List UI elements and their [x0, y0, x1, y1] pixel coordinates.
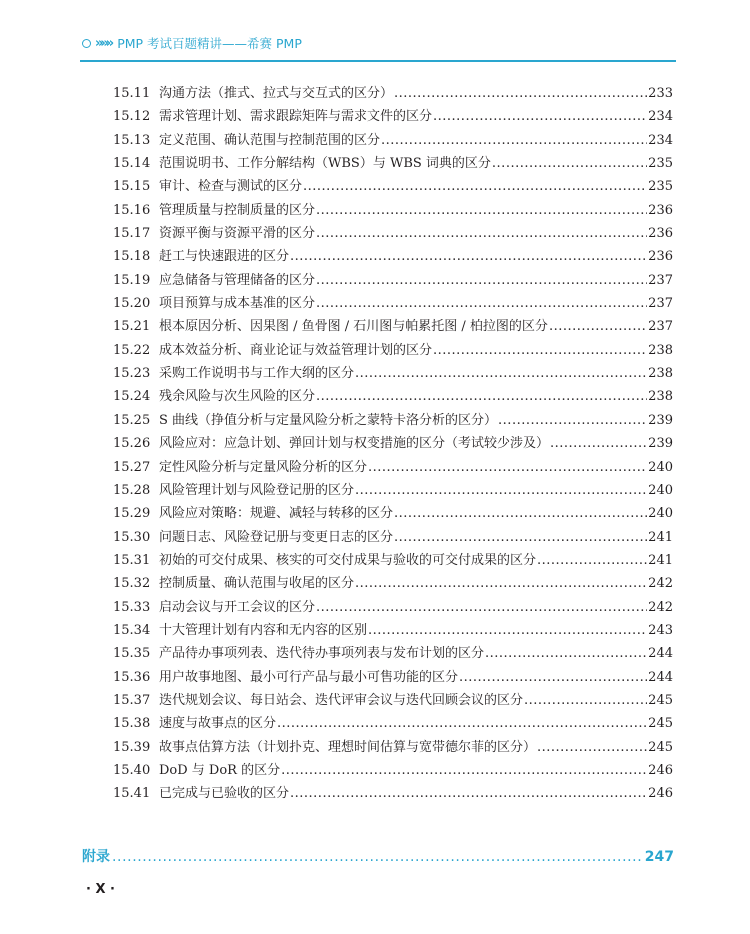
dot-leader [433, 339, 647, 362]
section-title: 速度与故事点的区分 [159, 716, 277, 732]
section-title: 残余风险与次生风险的区分 [159, 389, 316, 405]
section-number: 15.38 [113, 716, 151, 732]
circle-bullet-icon [82, 39, 91, 48]
page-ref: 236 [648, 226, 673, 242]
toc-entry[interactable] [113, 712, 673, 735]
page-ref: 238 [648, 366, 673, 382]
dot-leader [381, 129, 647, 152]
dot-leader [316, 269, 647, 292]
section-number: 15.23 [113, 366, 151, 382]
dot-leader [281, 759, 647, 782]
page-ref: 236 [648, 249, 673, 265]
dot-leader [492, 152, 647, 175]
section-number: 15.12 [113, 109, 151, 125]
section-number: 15.14 [113, 156, 151, 172]
page-ref: 242 [648, 599, 673, 615]
table-of-contents [113, 82, 673, 806]
section-title: 沟通方法（推式、拉式与交互式的区分） [159, 86, 394, 101]
section-number: 15.40 [113, 762, 151, 778]
page-ref: 244 [648, 646, 673, 662]
page-ref: 245 [648, 739, 673, 755]
section-title: 范围说明书、工作分解结构（WBS）与 WBS 词典的区分 [159, 156, 491, 172]
page-ref: 241 [648, 529, 673, 545]
section-number: 15.17 [113, 226, 151, 242]
toc-entry[interactable] [113, 152, 673, 175]
toc-entry[interactable] [113, 222, 673, 245]
page-ref: 244 [648, 669, 673, 685]
dot-leader [549, 315, 647, 338]
section-number: 15.25 [113, 412, 151, 428]
page-ref: 241 [648, 552, 673, 568]
dot-leader [524, 689, 647, 712]
toc-entry[interactable] [113, 175, 673, 198]
section-title: 用户故事地图、最小可行产品与最小可售功能的区分 [159, 669, 459, 685]
toc-entry[interactable] [113, 362, 673, 385]
dot-leader [368, 619, 647, 642]
page-ref: 237 [648, 296, 673, 312]
section-title: 审计、检查与测试的区分 [159, 179, 303, 195]
toc-entry[interactable] [113, 409, 673, 432]
toc-entry-appendix[interactable] [82, 846, 674, 866]
section-title: 成本效益分析、商业论证与效益管理计划的区分 [159, 342, 433, 358]
section-number: 15.28 [113, 482, 151, 498]
toc-entry[interactable] [113, 245, 673, 268]
section-number: 15.18 [113, 249, 151, 265]
section-number: 15.21 [113, 319, 151, 335]
toc-entry[interactable] [113, 199, 673, 222]
section-title: 应急储备与管理储备的区分 [159, 272, 316, 288]
section-title: 项目预算与成本基准的区分 [159, 296, 316, 312]
dot-leader [368, 456, 647, 479]
toc-entry[interactable] [113, 782, 673, 805]
page-ref: 235 [648, 179, 673, 195]
page-ref: 240 [648, 459, 673, 475]
toc-entry[interactable] [113, 339, 673, 362]
page-ref: 243 [648, 622, 673, 638]
section-title: 管理质量与控制质量的区分 [159, 202, 316, 218]
section-number: 15.13 [113, 132, 151, 148]
section-number: 15.29 [113, 506, 151, 522]
toc-entry[interactable] [113, 315, 673, 338]
dot-leader [277, 712, 647, 735]
section-number: 15.32 [113, 576, 151, 592]
appendix-page: 247 [644, 849, 674, 865]
section-number: 15.19 [113, 272, 151, 288]
toc-entry[interactable] [113, 502, 673, 525]
dot-leader [290, 245, 647, 268]
page-ref: 246 [648, 762, 673, 778]
dot-leader [112, 849, 643, 865]
dot-leader [355, 572, 647, 595]
section-title: 定性风险分析与定量风险分析的区分 [159, 459, 368, 475]
dot-leader [355, 362, 647, 385]
section-number: 15.35 [113, 646, 151, 662]
section-title: 控制质量、确认范围与收尾的区分 [159, 576, 355, 592]
section-number: 15.20 [113, 296, 151, 312]
section-title: 采购工作说明书与工作大纲的区分 [159, 366, 355, 382]
section-title: 迭代规划会议、每日站会、迭代评审会议与迭代回顾会议的区分 [159, 692, 524, 708]
toc-entry[interactable] [113, 572, 673, 595]
toc-entry[interactable] [113, 269, 673, 292]
dot-leader [394, 502, 647, 525]
toc-entry[interactable] [113, 689, 673, 712]
dot-leader [316, 385, 647, 408]
toc-entry[interactable] [113, 292, 673, 315]
section-number: 15.16 [113, 202, 151, 218]
toc-entry[interactable] [113, 479, 673, 502]
page-ref: 240 [648, 482, 673, 498]
toc-entry[interactable] [113, 736, 673, 759]
page-number: · X · [86, 882, 115, 897]
section-title: 赶工与快速跟进的区分 [159, 249, 290, 265]
page-ref: 239 [648, 412, 673, 428]
section-title: 初始的可交付成果、核实的可交付成果与验收的可交付成果的区分 [159, 552, 537, 568]
section-number: 15.34 [113, 622, 151, 638]
dot-leader [316, 199, 647, 222]
page-ref: 245 [648, 692, 673, 708]
section-title: 故事点估算方法（计划扑克、理想时间估算与宽带德尔菲的区分） [159, 739, 537, 755]
section-title: 产品待办事项列表、迭代待办事项列表与发布计划的区分 [159, 646, 485, 662]
page-ref: 238 [648, 342, 673, 358]
toc-entry[interactable] [113, 105, 673, 128]
appendix-title: 附录 [82, 849, 110, 865]
toc-entry[interactable] [113, 596, 673, 619]
header-title: PMP 考试百题精讲——希赛 PMP [117, 36, 302, 51]
page-ref: 246 [648, 786, 673, 802]
dot-leader [485, 642, 647, 665]
toc-entry[interactable] [113, 82, 673, 105]
toc-entry[interactable] [113, 526, 673, 549]
section-title: 风险应对策略：规避、减轻与转移的区分 [159, 506, 394, 522]
section-number: 15.41 [113, 786, 151, 802]
toc-entry[interactable] [113, 619, 673, 642]
dot-leader [316, 292, 647, 315]
dot-leader [394, 526, 647, 549]
dot-leader [316, 596, 647, 619]
page-ref: 234 [648, 132, 673, 148]
toc-entry[interactable] [113, 456, 673, 479]
section-number: 15.31 [113, 552, 151, 568]
section-number: 15.26 [113, 436, 151, 452]
section-title: 根本原因分析、因果图 / 鱼骨图 / 石川图与帕累托图 / 柏拉图的区分 [159, 319, 548, 335]
dot-leader [355, 479, 647, 502]
section-title: DoD 与 DoR 的区分 [159, 762, 281, 778]
dot-leader [394, 82, 647, 105]
section-title: 问题日志、风险登记册与变更日志的区分 [159, 529, 394, 545]
section-number: 15.15 [113, 179, 151, 195]
page-ref: 245 [648, 716, 673, 732]
toc-entry[interactable] [113, 385, 673, 408]
section-number: 15.27 [113, 459, 151, 475]
section-title: S 曲线（挣值分析与定量风险分析之蒙特卡洛分析的区分） [159, 412, 498, 428]
dot-leader [433, 105, 647, 128]
toc-entry[interactable] [113, 666, 673, 689]
page-ref: 234 [648, 109, 673, 125]
toc-entry[interactable] [113, 129, 673, 152]
section-number: 15.39 [113, 739, 151, 755]
section-number: 15.33 [113, 599, 151, 615]
page-ref: 238 [648, 389, 673, 405]
section-title: 风险应对：应急计划、弹回计划与权变措施的区分（考试较少涉及） [159, 436, 550, 452]
section-title: 需求管理计划、需求跟踪矩阵与需求文件的区分 [159, 109, 433, 125]
toc-entry[interactable] [113, 432, 673, 455]
dot-leader [459, 666, 647, 689]
section-title: 资源平衡与资源平滑的区分 [159, 226, 316, 242]
section-title: 启动会议与开工会议的区分 [159, 599, 316, 615]
page-ref: 242 [648, 576, 673, 592]
dot-leader [316, 222, 647, 245]
section-title: 风险管理计划与风险登记册的区分 [159, 482, 355, 498]
section-number: 15.30 [113, 529, 151, 545]
dot-leader [303, 175, 647, 198]
page-ref: 235 [648, 156, 673, 172]
page-ref: 237 [648, 319, 673, 335]
running-header [82, 34, 302, 52]
section-title: 定义范围、确认范围与控制范围的区分 [159, 132, 381, 148]
page-ref: 236 [648, 202, 673, 218]
page-ref: 240 [648, 506, 673, 522]
section-number: 15.37 [113, 692, 151, 708]
dot-leader [537, 549, 647, 572]
dot-leader [537, 736, 647, 759]
section-number: 15.24 [113, 389, 151, 405]
page-ref: 233 [648, 86, 673, 101]
toc-entry[interactable] [113, 642, 673, 665]
double-chevron-icon: »»» [95, 35, 112, 51]
header-rule [80, 60, 676, 62]
page-ref: 237 [648, 272, 673, 288]
toc-entry[interactable] [113, 759, 673, 782]
page-ref: 239 [648, 436, 673, 452]
section-title: 已完成与已验收的区分 [159, 786, 290, 802]
section-number: 15.11 [113, 86, 151, 101]
section-title: 十大管理计划有内容和无内容的区别 [159, 622, 368, 638]
toc-entry[interactable] [113, 549, 673, 572]
section-number: 15.22 [113, 342, 151, 358]
section-number: 15.36 [113, 669, 151, 685]
dot-leader [290, 782, 647, 805]
dot-leader [498, 409, 647, 432]
dot-leader [550, 432, 647, 455]
